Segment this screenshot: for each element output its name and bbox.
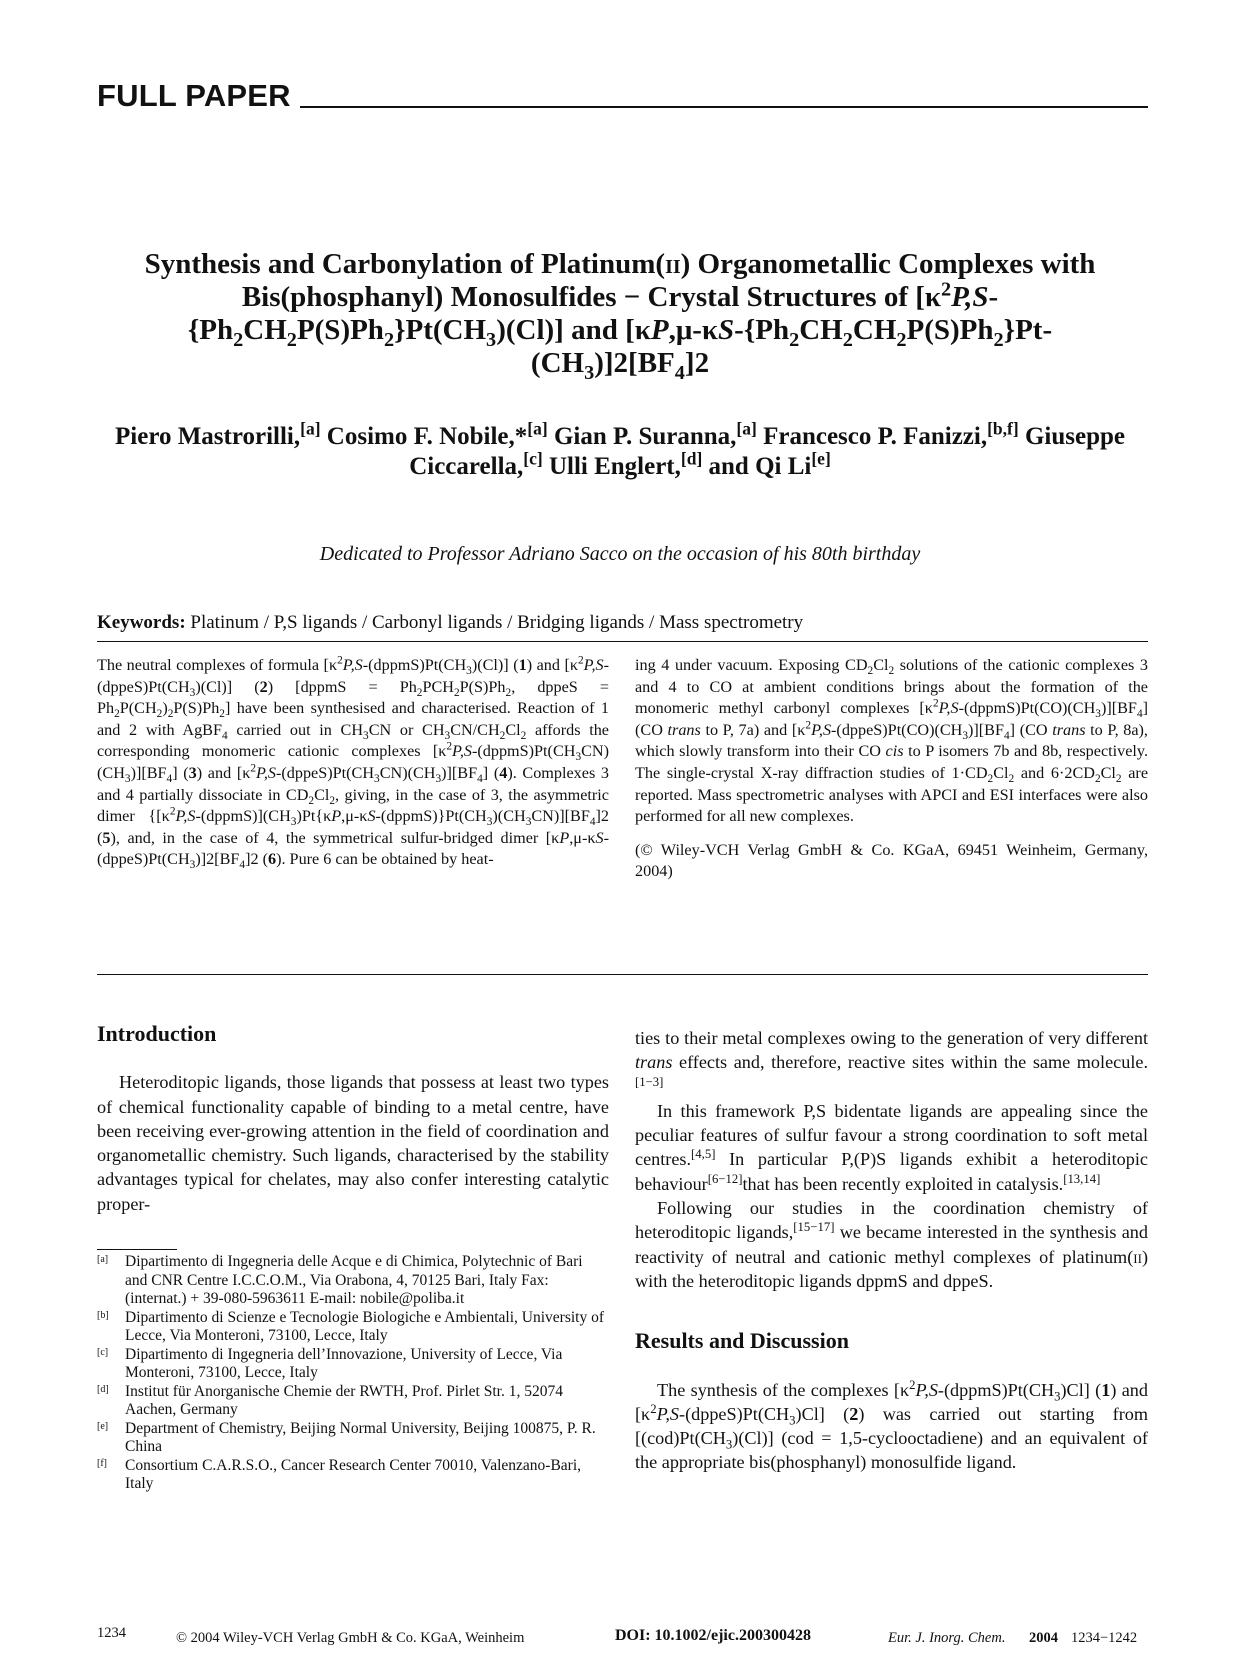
footnote-mark: [f] [97, 1457, 107, 1469]
dedication: Dedicated to Professor Adriano Sacco on the occasion of his 80th birthday [319, 543, 921, 565]
affiliation-footnotes [97, 1253, 607, 1494]
affiliation-footnote [97, 1253, 607, 1309]
results-paragraph-1: The synthesis of the complexes $[\kappa^2P,S-(dppmS)Pt(CH_3)Cl]$ (1) and $[\kappa^2P,S-(dppeS)Pt(CH_3)Cl]$ (2) was carried out starting from $[(cod)Pt(CH_3)(Cl)] (cod$ = 1,5-cyclooctadiene) and an equivalent of the appropriate bis(phosphanyl) monosulfide ligand. [635, 1377, 1149, 1473]
section-label: FULL PAPER [97, 78, 291, 113]
footnote-text: Consortium C.A.R.S.O., Cancer Research Center 70010, Valenzano-Bari, Italy [125, 1456, 582, 1492]
footnote-mark: [d] [97, 1383, 109, 1395]
intro-paragraph-2: In this framework P,S bidentate ligands are appealing since the peculiar features of sulfur favour a strong coordination to soft metal centres.[4,5] In particular P,(P)S ligands exhibit a heteroditopic behaviour[6−12]that has been recently exploited in catalysis.[13,14] [635, 1100, 1148, 1194]
footnote-mark: [c] [97, 1346, 109, 1358]
intro-paragraph-3: Following our studies in the coordination chemistry of heteroditopic ligands,[15−17] we became interested in the synthesis and reactivity of neutral and cationic methyl complexes of platinum(ii) with the heteroditopic ligands dppmS and dppeS. [635, 1198, 1148, 1291]
header-rule [300, 106, 1148, 108]
footnote-mark: [b] [97, 1309, 109, 1321]
intro-paragraph-1: Heteroditopic ligands, those ligands that possess at least two types of chemical functionality capable of binding to a metal centre, have been receiving ever-growing attention in the field of coordination and organometallic chemistry. Such ligands, characterised by the stability advantages typical for chelates, may also confer interesting catalytic proper- [97, 1072, 609, 1214]
affiliation-footnote [97, 1309, 607, 1346]
doi-link[interactable]: DOI: 10.1002/ejic.200300428 [615, 1627, 811, 1644]
footnote-text: Dipartimento di Ingegneria dell’Innovazione, University of Lecce, Via Monteroni, 73100, Lecce, Italy [125, 1345, 563, 1381]
footnote-text: Dipartimento di Ingegneria delle Acque e di Chimica, Polytechnic of Bari and CNR Centre I.C.C.O.M., Via Orabona, 4, 70125 Bari, Italy Fax: (internat.) + 39-080-5963611 E-mail: nobile@poliba.it [125, 1253, 583, 1307]
abstract-rule [97, 974, 1148, 975]
abstract-text-left: The neutral complexes of formula $[\kappa^2P,S-(dppmS)Pt(CH_3)(Cl)]$ (1) and $[\kappa^2P,S-(dppeS)Pt(CH_3)(Cl)]$ (2) [dppmS = $Ph_2PCH_2P(S)Ph_2$, dppeS = $Ph_2P(CH_2)_2P(S)Ph_2$] have been synthesised and characterised. Reaction of 1 and 2 with AgBF$_4$ carried out in $CH_3CN$ or $CH_3CN/CH_2Cl_2$ affords the corresponding monomeric cationic complexes $[\kappa^2P,S-(dppmS)Pt(CH_3CN)(CH_3)][BF_4]$ (3) and $[\kappa^2P,S-(dppeS)Pt(CH_3CN)(CH_3)][BF_4]$ (4). Complexes 3 and 4 partially dissociate in $CD_2Cl_2$, giving, in the case of 3, the asymmetric dimer $\{[\kappa^2P,S-(dppmS)](CH_3)Pt\{\kappa P,\mu-\kappa S-(dppmS)\}Pt(CH_3)(CH_3CN)][BF_4]2$ (5), and, in the case of 4, the symmetrical sulfur-bridged dimer $[\kappa P,\mu-\kappa S-(dppeS)Pt(CH_3)]2[BF_4]2$ (6). Pure 6 can be obtained by heat- [97, 654, 610, 872]
paper-title-text: Synthesis and Carbonylation of Platinum(ii) Organometallic Complexes with Bis(phosphanyl) Monosulfides − Crystal Structures of $[\kappa^2P,S-\{Ph_2CH_2P(S)Ph_2\}Pt(CH_3)(Cl)]$ and $[\kappa P,\mu-\kappa S-\{Ph_2CH_2CH_2P(S)Ph_2\}Pt-(CH_3)]2[BF_4]2$ [144, 248, 1096, 384]
affiliation-footnote [97, 1346, 607, 1383]
abstract-column-right [635, 655, 1148, 883]
intro-paragraph-1-cont: ties to their metal complexes owing to the generation of very different trans effects and, therefore, reactive sites within the same molecule.[1−3] [635, 1028, 1148, 1089]
journal-name: Eur. J. Inorg. Chem. [888, 1630, 1006, 1646]
page-number: 1234 [97, 1625, 126, 1641]
abstract-copyright: (© Wiley-VCH Verlag GmbH & Co. KGaA, 69451 Weinheim, Germany, 2004) [635, 840, 1148, 881]
author-list [100, 418, 1140, 482]
footnote-rule [97, 1249, 177, 1250]
footnote-mark: [a] [97, 1254, 109, 1265]
author-list-text: Piero Mastrorilli,[a] Cosimo F. Nobile,*[a] Gian P. Suranna,[a] Francesco P. Fanizzi,[b,f] Giuseppe Ciccarella,[c] Ulli Englert,[d] and Qi Li[e] [115, 418, 1125, 480]
affiliation-footnote [97, 1383, 607, 1420]
abstract-text-right: ing 4 under vacuum. Exposing $CD_2Cl_2$ solutions of the cationic complexes 3 and 4 to CO at ambient conditions brings about the formation of the monomeric methyl carbonyl complexes $[\kappa^2P,S-(dppmS)Pt(CO)(CH_3)][BF_4]$ (CO trans to P, 7a) and $[\kappa^2P,S-(dppeS)Pt(CO)(CH_3)][BF_4]$ (CO trans to P, 8a), which slowly transform into their CO cis to P isomers 7b and 8b, respectively. The single-crystal X-ray diffraction studies of $1\cdot CD_2Cl_2$ and $6\cdot 2CD_2Cl_2$ are reported. Mass spectrometric analyses with APCI and ESI interfaces were also performed for all new complexes. [635, 656, 1149, 826]
affiliation-footnote [97, 1457, 607, 1494]
keywords-label: Keywords: [97, 612, 186, 633]
journal-pages: 1234−1242 [1071, 1630, 1138, 1646]
journal-year: 2004 [1029, 1630, 1058, 1646]
keywords-rule [97, 641, 1148, 642]
intro-heading: Introduction [97, 1021, 217, 1046]
paper-title [100, 248, 1140, 384]
footnote-mark: [e] [97, 1420, 109, 1432]
affiliation-footnote [97, 1420, 607, 1457]
intro-column-right [635, 1026, 1148, 1475]
publisher-line: © 2004 Wiley-VCH Verlag GmbH & Co. KGaA, Weinheim [176, 1630, 525, 1646]
results-heading: Results and Discussion [635, 1328, 849, 1354]
intro-column-left [97, 1022, 609, 1216]
keywords [97, 612, 803, 634]
footnote-text: Department of Chemistry, Beijing Normal University, Beijing 100875, P. R. China [125, 1419, 596, 1455]
footnote-text: Dipartimento di Scienze e Tecnologie Biologiche e Ambientali, University of Lecce, Via Monteroni, 73100, Lecce, Italy [125, 1308, 605, 1344]
footnote-text: Institut für Anorganische Chemie der RWTH, Prof. Pirlet Str. 1, 52074 Aachen, Germany [125, 1382, 563, 1418]
abstract-column-left [97, 655, 609, 871]
keywords-text: Platinum / P,S ligands / Carbonyl ligands / Bridging ligands / Mass spectrometry [190, 612, 804, 633]
